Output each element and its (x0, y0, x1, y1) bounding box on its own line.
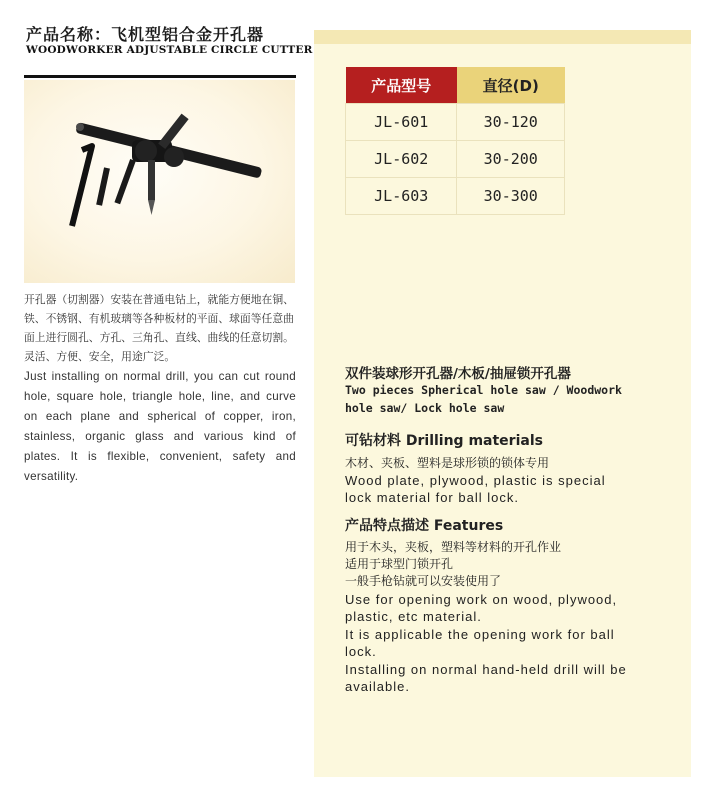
model-cell: JL-602 (346, 141, 457, 178)
features-cn-3: 一般手枪钻就可以安装使用了 (345, 574, 502, 588)
product-photo (24, 80, 295, 283)
application-title-en-1: Two pieces Spherical hole saw / Woodwork (345, 383, 622, 397)
diameter-cell: 30-120 (457, 104, 565, 141)
model-cell: JL-603 (346, 178, 457, 215)
application-title-cn: 双件装球形开孔器/木板/抽屉锁开孔器 (345, 366, 571, 382)
features-title: 产品特点描述 Features (345, 518, 504, 534)
materials-en-1: Wood plate, plywood, plastic is special (345, 473, 606, 488)
title-divider (24, 75, 296, 78)
diameter-cell: 30-200 (457, 141, 565, 178)
features-en-4: lock. (345, 644, 377, 659)
table-row (346, 104, 565, 141)
description-cn: 开孔器（切割器）安装在普通电钻上，就能方便地在铜、铁、不锈钢、有机玻璃等各种板材的平面、球面等任意曲面上进行圆孔、方孔、三角孔、直线、曲线的任意切割。灵活、方便、安全，用途广泛。 (24, 293, 294, 363)
features-en-6: available. (345, 679, 410, 694)
table-row (346, 141, 565, 178)
materials-en-2: lock material for ball lock. (345, 490, 519, 505)
materials-cn: 木材、夹板、塑料是球形锁的锁体专用 (345, 456, 550, 470)
circle-cutter-illustration (24, 80, 295, 283)
materials-title: 可钻材料 Drilling materials (345, 433, 543, 449)
model-cell: JL-601 (346, 104, 457, 141)
table-row (346, 178, 565, 215)
header-model: 产品型号 (346, 67, 457, 104)
application-title-en-2: hole saw/ Lock hole saw (345, 401, 505, 415)
header-diameter: 直径(D) (457, 67, 565, 104)
spec-table-header-row (346, 67, 565, 104)
diameter-cell: 30-300 (457, 178, 565, 215)
features-en-1: Use for opening work on wood, plywood, (345, 592, 618, 607)
description-en: Just installing on normal drill, you can cut round hole, square hole, triangle hole, line, and curve on each plane and spherical of copper, iron, stainless, organic glass and various kind of plates. It is flexible, convenient, safety and versatility. (24, 370, 296, 483)
features-en-3: It is applicable the opening work for ball (345, 627, 615, 642)
product-name-en: WOODWORKER ADJUSTABLE CIRCLE CUTTER (26, 44, 313, 56)
features-cn-1: 用于木头，夹板，塑料等材料的开孔作业 (345, 540, 562, 554)
panel-top-band (314, 30, 691, 44)
spec-table (345, 67, 565, 215)
features-en-5: Installing on normal hand-held drill will be (345, 662, 627, 677)
features-cn-2: 适用于球型门锁开孔 (345, 557, 454, 571)
features-en-2: plastic, etc material. (345, 609, 482, 624)
product-name-cn: 产品名称：飞机型铝合金开孔器 (26, 25, 265, 44)
